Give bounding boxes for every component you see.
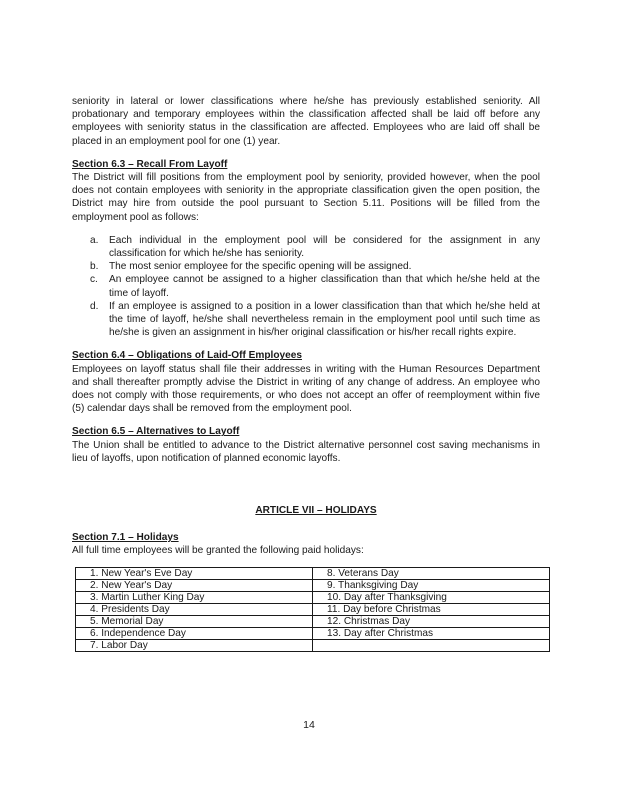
list-item-text: If an employee is assigned to a position in a lower classification than that which he/she held at the time of layoff, he/she shall nevertheless remain in the employment pool until such time as he/she is given an assignment in his/her original classification or his/her recall rights expire. <box>109 300 540 339</box>
table-cell: 1. New Year's Eve Day <box>76 567 313 579</box>
list-item <box>72 234 540 260</box>
section-body: Employees on layoff status shall file their addresses in writing with the Human Resources Department and shall thereafter promptly advise the District in writing of any change of address. An employee who does not comply with those requirements, or who does not accept an offer of reemployment within five (5) calendar days shall be removed from the employment pool. <box>72 363 540 415</box>
section-body: All full time employees will be granted the following paid holidays: <box>72 545 364 557</box>
section-heading: Section 6.3 – Recall From Layoff <box>72 158 228 170</box>
table-row <box>76 639 550 651</box>
section-6-3 <box>72 158 540 340</box>
holidays-table <box>75 567 550 652</box>
section-6-5 <box>72 425 540 465</box>
list-marker: a. <box>90 234 99 246</box>
continuation-paragraph: seniority in lateral or lower classifications where he/she has previously established seniority. All probationary and temporary employees within the classification affected shall be laid off before any employees with seniority status in the classification are affected. Employees who are laid off shall be placed in an employment pool for one (1) year. <box>72 96 540 147</box>
table-cell: 3. Martin Luther King Day <box>76 591 313 603</box>
article-title: ARTICLE VII – HOLIDAYS <box>255 505 377 517</box>
section-6-4 <box>72 349 540 415</box>
document-page <box>72 95 540 652</box>
list-marker: c. <box>90 274 98 286</box>
table-cell: 13. Day after Christmas <box>313 627 550 639</box>
list-item-text: Each individual in the employment pool will be considered for the assignment in any classification for which he/she has seniority. <box>109 234 540 260</box>
table-cell: 10. Day after Thanksgiving <box>313 591 550 603</box>
table-cell: 6. Independence Day <box>76 627 313 639</box>
table-row <box>76 567 550 579</box>
section-heading: Section 7.1 – Holidays <box>72 532 179 544</box>
recall-list <box>72 234 540 340</box>
section-body: The District will fill positions from the employment pool by seniority, provided however, when the pool does not contain employees with seniority in the appropriate classification given the open position, the District may hire from outside the pool pursuant to Section 5.11. Positions will be filled from the employment pool as follows: <box>72 172 540 223</box>
list-marker: b. <box>90 261 99 273</box>
page-number: 14 <box>303 719 315 731</box>
table-cell <box>313 639 550 651</box>
table-cell: 8. Veterans Day <box>313 567 550 579</box>
table-cell: 7. Labor Day <box>76 639 313 651</box>
table-row <box>76 591 550 603</box>
section-heading: Section 6.4 – Obligations of Laid-Off Employees <box>72 350 302 362</box>
section-7-1 <box>72 531 540 651</box>
table-row <box>76 603 550 615</box>
list-item-text: The most senior employee for the specific opening will be assigned. <box>109 261 412 273</box>
table-cell: 9. Thanksgiving Day <box>313 579 550 591</box>
table-row <box>76 627 550 639</box>
list-marker: d. <box>90 300 99 312</box>
list-item-text: An employee cannot be assigned to a higher classification than that which he/she held at the time of layoff. <box>109 274 540 299</box>
table-cell: 12. Christmas Day <box>313 615 550 627</box>
section-body: The Union shall be entitled to advance to the District alternative personnel cost saving mechanisms in lieu of layoffs, upon notification of planned economic layoffs. <box>72 439 540 464</box>
table-cell: 5. Memorial Day <box>76 615 313 627</box>
list-item <box>72 300 540 340</box>
table-row <box>76 615 550 627</box>
table-cell: 2. New Year's Day <box>76 579 313 591</box>
section-heading: Section 6.5 – Alternatives to Layoff <box>72 426 240 438</box>
table-cell: 4. Presidents Day <box>76 603 313 615</box>
list-item <box>72 273 540 299</box>
table-row <box>76 579 550 591</box>
table-cell: 11. Day before Christmas <box>313 603 550 615</box>
list-item <box>72 260 540 273</box>
